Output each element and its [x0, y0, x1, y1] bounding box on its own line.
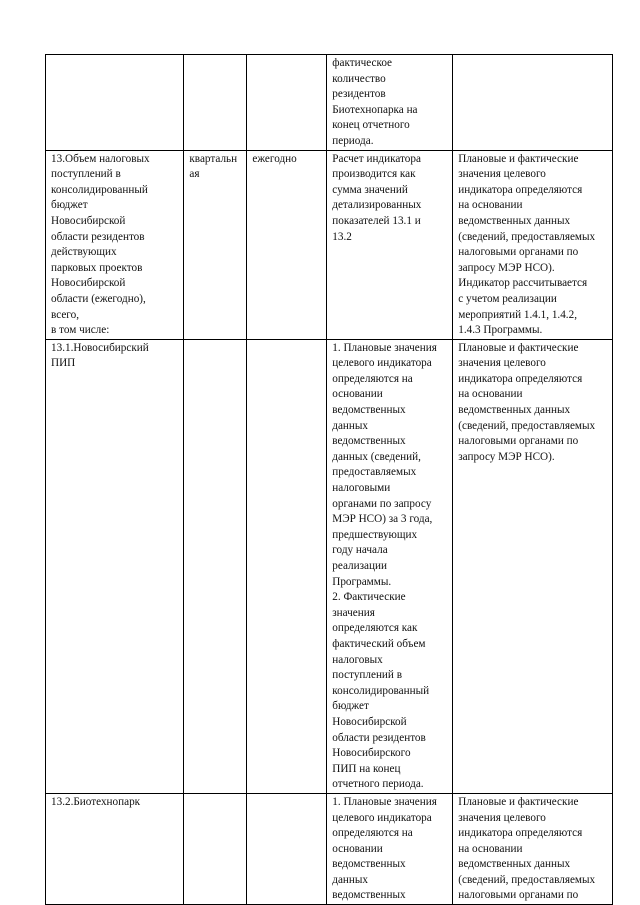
- method-cell: фактическое количество резидентов Биотехнопарка на конец отчетного периода.: [327, 55, 453, 151]
- periodicity-cell: [247, 793, 327, 904]
- periodicity-cell: [247, 55, 327, 151]
- table-row: [46, 55, 613, 151]
- table-row: [46, 793, 613, 904]
- source-cell: Плановые и фактические значения целевого индикатора определяются на основании ведомственных данных (сведений, предоставляемых налоговыми органами по запросу МЭР НСО). Индикатор рассчитывается с учетом реализации мероприятий 1.4.1, 1.4.2, 1.4.3 Программы.: [453, 150, 613, 339]
- source-cell: Плановые и фактические значения целевого индикатора определяются на основании ведомственных данных (сведений, предоставляемых налоговыми органами по: [453, 793, 613, 904]
- table-row: [46, 150, 613, 339]
- indicator-cell: [46, 55, 184, 151]
- periodicity-cell: квартальн ая: [184, 150, 247, 339]
- periodicity-cell: [247, 339, 327, 793]
- periodicity-cell: [184, 793, 247, 904]
- source-cell: [453, 55, 613, 151]
- indicator-cell: 13.2.Биотехнопарк: [46, 793, 184, 904]
- indicator-cell: 13.1.Новосибирский ПИП: [46, 339, 184, 793]
- document-page: [45, 54, 613, 905]
- method-cell: 1. Плановые значения целевого индикатора определяются на основании ведомственных данных ведомственных: [327, 793, 453, 904]
- indicators-table: [45, 54, 613, 905]
- method-cell: Расчет индикатора производится как сумма значений детализированных показателей 13.1 и 13.2: [327, 150, 453, 339]
- table-row: [46, 339, 613, 793]
- periodicity-cell: [184, 339, 247, 793]
- method-cell: 1. Плановые значения целевого индикатора определяются на основании ведомственных данных ведомственных данных (сведений, предоставляемых налоговыми органами по запросу МЭР НСО) за 3 года, предшествующих году начала реализации Программы. 2. Фактические значения определяются как фактический объем налоговых поступлений в консолидированный бюджет Новосибирской области резидентов Новосибирского ПИП на конец отчетного периода.: [327, 339, 453, 793]
- periodicity-cell: ежегодно: [247, 150, 327, 339]
- indicator-cell: 13.Объем налоговых поступлений в консолидированный бюджет Новосибирской области резидентов действующих парковых проектов Новосибирской области (ежегодно), всего, в том числе:: [46, 150, 184, 339]
- source-cell: Плановые и фактические значения целевого индикатора определяются на основании ведомственных данных (сведений, предоставляемых налоговыми органами по запросу МЭР НСО).: [453, 339, 613, 793]
- periodicity-cell: [184, 55, 247, 151]
